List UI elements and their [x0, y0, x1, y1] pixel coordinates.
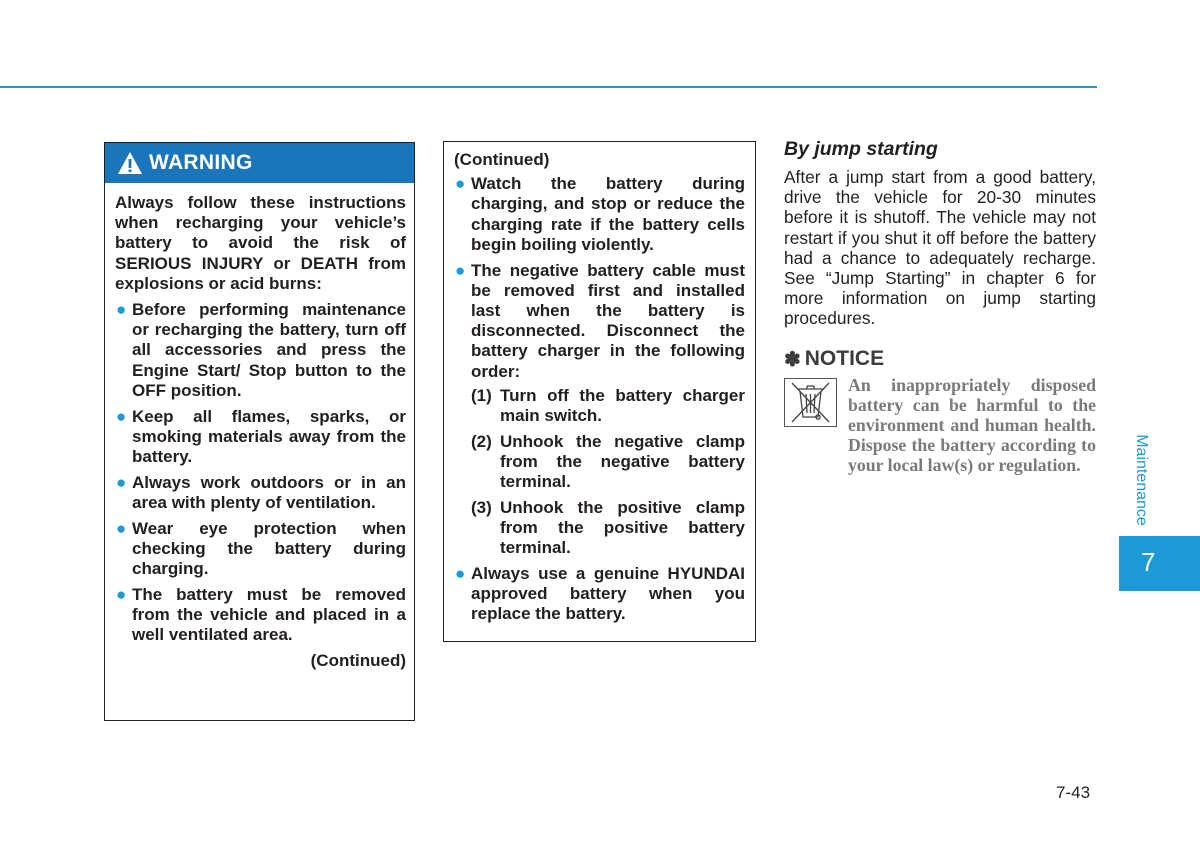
step-item: (1) Turn off the battery charger main switch. — [471, 385, 745, 425]
continued-bullet-list — [454, 174, 745, 624]
section-paragraph: After a jump start from a good battery, drive the vehicle for 20-30 minutes before it is shutoff. The vehicle may not restart if you shut it off before the battery had a chance to adequately recharge. See “Jump Starting” in chapter 6 for more information on jump starting procedures. — [784, 167, 1096, 329]
bullet-icon: ● — [116, 518, 127, 538]
warning-box — [104, 142, 415, 721]
section-name: Maintenance — [1133, 434, 1150, 526]
continued-warning-box — [443, 141, 756, 642]
list-item: ● Wear eye protection when checking the battery during charging. — [116, 518, 406, 578]
notice-heading — [784, 347, 1096, 372]
warning-intro: Always follow these instructions when recharging your vehicle’s battery to avoid the risk of SERIOUS INJURY or DEATH from explosions or acid burns: — [115, 193, 406, 293]
right-column — [784, 138, 1096, 476]
page-number: 7-43 — [1056, 783, 1091, 802]
notice-text: An inappropriately disposed battery can be harmful to the environment and human health. Dispose the battery according to your local law(s) or regulation. — [848, 374, 1096, 476]
warning-triangle-icon — [117, 151, 143, 175]
bullet-icon: ● — [116, 472, 127, 492]
list-item: ● The negative battery cable must be removed first and installed last when the battery is disconnected. Disconnect the battery charger in the following order: (1) Turn off the battery charger main switch. (2) Unhook the negative clamp from the negative battery terminal. (3) Unhook the positive clamp from the positive battery terminal. — [455, 260, 745, 558]
warning-header — [105, 143, 414, 183]
list-item: ● Before performing maintenance or recharging the battery, turn off all accessories and press the Engine Start/ Stop button to the OFF position. — [116, 300, 406, 400]
chapter-tab — [1119, 536, 1200, 591]
crossed-out-bin-icon — [784, 378, 837, 427]
chapter-number: 7 — [1141, 547, 1156, 577]
disconnect-steps — [471, 386, 745, 559]
step-item: (2) Unhook the negative clamp from the negative battery terminal. — [471, 431, 745, 492]
bullet-icon: ● — [116, 584, 127, 604]
list-item: ● Always use a genuine HYUNDAI approved battery when you replace the battery. — [455, 563, 745, 624]
notice-title: NOTICE — [804, 347, 885, 371]
bullet-icon: ● — [116, 300, 127, 320]
continued-heading: (Continued) — [454, 150, 550, 169]
warning-body — [115, 193, 406, 671]
list-item: ● The battery must be removed from the vehicle and placed in a well ventilated area. — [116, 584, 406, 645]
continued-body — [454, 150, 745, 630]
notice-body — [784, 375, 1096, 476]
warning-title: WARNING — [149, 151, 253, 174]
bullet-icon: ● — [455, 563, 466, 583]
section-title: By jump starting — [784, 138, 938, 160]
notice-star-icon: ✽ — [784, 348, 801, 371]
bullet-icon: ● — [116, 406, 127, 426]
list-item: ● Always work outdoors or in an area with plenty of ventilation. — [116, 472, 406, 512]
bullet-icon: ● — [455, 260, 466, 280]
bullet-icon: ● — [455, 174, 466, 194]
continued-label: (Continued) — [310, 650, 406, 670]
list-item: ● Watch the battery during charging, and stop or reduce the charging rate if the battery cells begin boiling violently. — [455, 174, 745, 254]
header-rule — [0, 86, 1097, 88]
warning-bullet-list — [115, 300, 406, 645]
list-item: ● Keep all flames, sparks, or smoking materials away from the battery. — [116, 406, 406, 466]
section-side-label — [1131, 425, 1151, 535]
step-item: (3) Unhook the positive clamp from the positive battery terminal. — [471, 497, 745, 558]
